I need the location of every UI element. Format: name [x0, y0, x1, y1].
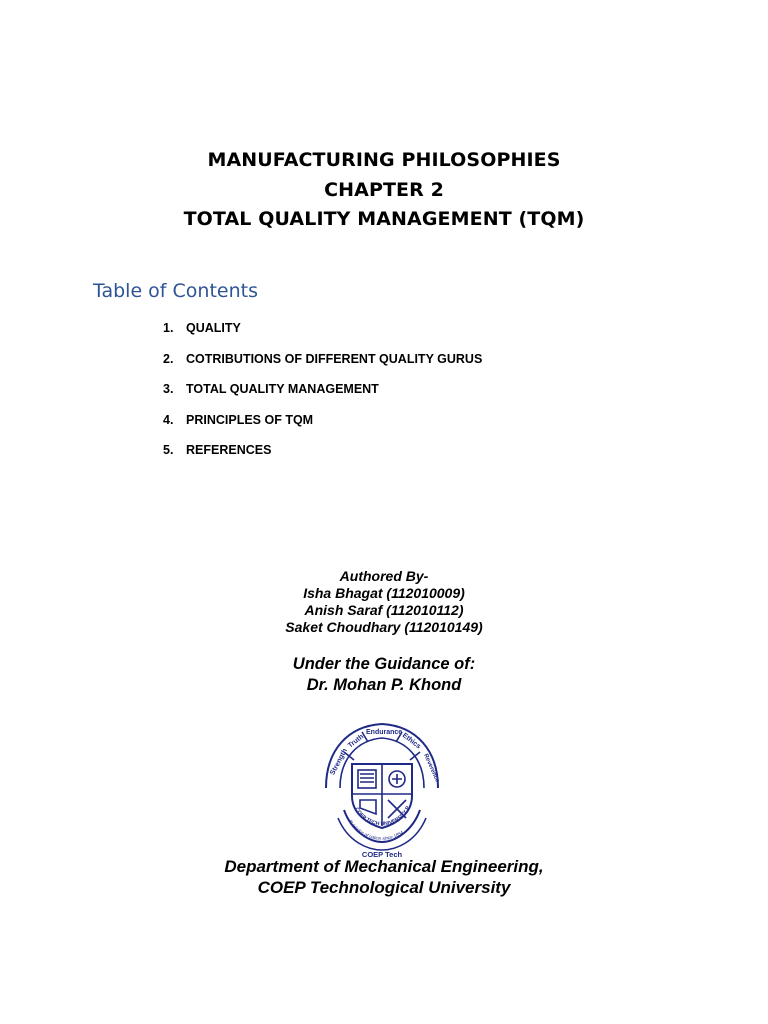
- toc-heading: Table of Contents: [93, 280, 258, 302]
- toc-item[interactable]: [163, 442, 482, 473]
- department-name: Department of Mechanical Engineering,: [224, 857, 544, 876]
- logo-caption: COEP Tech: [361, 850, 403, 858]
- author-name: Saket Choudhary (112010149): [285, 619, 483, 635]
- toc-list: [163, 320, 482, 473]
- authors-block: [0, 568, 768, 636]
- toc-item-label: REFERENCES: [186, 443, 272, 457]
- title-line-3: TOTAL QUALITY MANAGEMENT (TQM): [183, 208, 585, 230]
- toc-item[interactable]: [163, 320, 482, 351]
- toc-item-number: 2.: [163, 351, 174, 366]
- university-name: COEP Technological University: [257, 878, 511, 897]
- guidance-heading: Under the Guidance of:: [292, 655, 476, 673]
- logo-banner-ethics: Ethics: [400, 732, 422, 751]
- university-logo: [318, 714, 446, 858]
- toc-item[interactable]: [163, 351, 482, 382]
- toc-item[interactable]: [163, 412, 482, 443]
- logo-motto: In service of nation since 1854: [348, 818, 404, 841]
- document-title: [0, 146, 768, 235]
- toc-item-number: 5.: [163, 443, 174, 457]
- department-block: [0, 856, 768, 898]
- logo-ring-text: COEP TECH UNIVERSITY P: [353, 805, 412, 828]
- guide-name: Dr. Mohan P. Khond: [306, 676, 462, 694]
- logo-banner-reverence: Reverence: [422, 753, 441, 784]
- title-line-2: CHAPTER 2: [324, 178, 444, 201]
- toc-item-label: QUALITY: [186, 321, 241, 335]
- toc-item-number: 3.: [163, 382, 174, 396]
- authors-heading: Authored By-: [339, 568, 429, 584]
- guidance-block: [0, 654, 768, 696]
- toc-item-label: COTRIBUTIONS OF DIFFERENT QUALITY GURUS: [186, 351, 483, 366]
- title-line-1: MANUFACTURING PHILOSOPHIES: [207, 149, 561, 171]
- toc-item-number: 1.: [163, 321, 174, 335]
- logo-banner-endurance: Endurance: [366, 729, 403, 736]
- toc-item-label: TOTAL QUALITY MANAGEMENT: [186, 382, 379, 396]
- toc-item-label: PRINCIPLES OF TQM: [186, 412, 314, 427]
- toc-item[interactable]: [163, 381, 482, 412]
- author-name: Anish Saraf (112010112): [304, 602, 464, 618]
- logo-banner-strength: Strength: [329, 747, 349, 777]
- toc-item-number: 4.: [163, 412, 174, 427]
- author-name: Isha Bhagat (112010009): [303, 585, 465, 601]
- logo-banner-truth: Truth: [347, 733, 366, 750]
